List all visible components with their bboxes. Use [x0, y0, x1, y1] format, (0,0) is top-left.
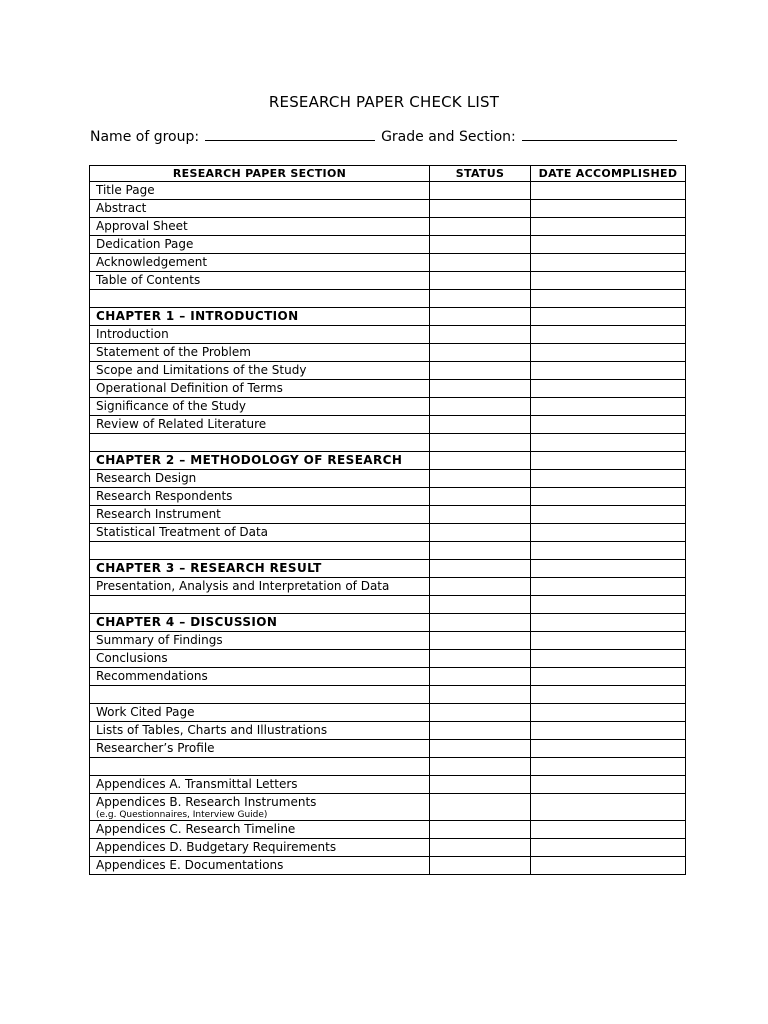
- section-name: [90, 470, 430, 488]
- table-row: [90, 344, 686, 362]
- chapter-row: [90, 452, 686, 470]
- spacer-row: [90, 290, 686, 308]
- spacer-row: [90, 758, 686, 776]
- date-accomplished-cell[interactable]: [531, 524, 686, 542]
- table-row: [90, 740, 686, 758]
- section-name: [90, 434, 430, 452]
- section-label: Appendices A. Transmittal Letters: [96, 777, 298, 791]
- header-status: STATUS: [430, 166, 531, 182]
- section-label: Table of Contents: [96, 273, 201, 287]
- date-accomplished-cell[interactable]: [531, 686, 686, 704]
- status-cell[interactable]: [430, 686, 531, 704]
- section-label: Scope and Limitations of the Study: [96, 363, 307, 377]
- section-label: CHAPTER 4 – DISCUSSION: [96, 615, 278, 629]
- section-label: CHAPTER 1 – INTRODUCTION: [96, 309, 299, 323]
- status-cell[interactable]: [430, 200, 531, 218]
- date-accomplished-cell[interactable]: [531, 380, 686, 398]
- date-accomplished-cell[interactable]: [531, 326, 686, 344]
- section-name: [90, 776, 430, 794]
- section-label: Title Page: [96, 183, 155, 197]
- date-accomplished-cell[interactable]: [531, 794, 686, 821]
- spacer-row: [90, 686, 686, 704]
- status-cell[interactable]: [430, 362, 531, 380]
- chapter-row: [90, 308, 686, 326]
- status-cell[interactable]: [430, 524, 531, 542]
- section-name: [90, 416, 430, 434]
- date-accomplished-cell[interactable]: [531, 416, 686, 434]
- table-row: [90, 254, 686, 272]
- section-name: [90, 758, 430, 776]
- section-label: Introduction: [96, 327, 169, 341]
- status-cell[interactable]: [430, 722, 531, 740]
- section-name: [90, 398, 430, 416]
- status-cell[interactable]: [430, 272, 531, 290]
- date-accomplished-cell[interactable]: [531, 542, 686, 560]
- status-cell[interactable]: [430, 416, 531, 434]
- date-accomplished-cell[interactable]: [531, 398, 686, 416]
- date-accomplished-cell[interactable]: [531, 596, 686, 614]
- section-label: CHAPTER 2 – METHODOLOGY OF RESEARCH: [96, 453, 403, 467]
- status-cell[interactable]: [430, 398, 531, 416]
- status-cell[interactable]: [430, 758, 531, 776]
- section-label: CHAPTER 3 – RESEARCH RESULT: [96, 561, 322, 575]
- section-name: [90, 857, 430, 875]
- section-name: [90, 200, 430, 218]
- status-cell[interactable]: [430, 254, 531, 272]
- chapter-heading: [90, 308, 430, 326]
- status-cell[interactable]: [430, 326, 531, 344]
- table-row: [90, 218, 686, 236]
- section-label: Research Design: [96, 471, 197, 485]
- section-name: [90, 272, 430, 290]
- table-row: [90, 488, 686, 506]
- section-name: [90, 362, 430, 380]
- section-label: Acknowledgement: [96, 255, 208, 269]
- table-row: [90, 200, 686, 218]
- section-name: [90, 632, 430, 650]
- section-label: Research Respondents: [96, 489, 233, 503]
- page-title: RESEARCH PAPER CHECK LIST: [268, 93, 500, 111]
- date-accomplished-cell[interactable]: [531, 254, 686, 272]
- table-row: [90, 524, 686, 542]
- section-label: Lists of Tables, Charts and Illustrations: [96, 723, 328, 737]
- status-cell[interactable]: [430, 470, 531, 488]
- form-fields: [90, 128, 690, 145]
- section-label: Abstract: [96, 201, 147, 215]
- section-name: [90, 821, 430, 839]
- section-label: Approval Sheet: [96, 219, 188, 233]
- section-label: Review of Related Literature: [96, 417, 267, 431]
- status-cell[interactable]: [430, 560, 531, 578]
- section-label: Statement of the Problem: [96, 345, 251, 359]
- status-cell[interactable]: [430, 290, 531, 308]
- status-cell[interactable]: [430, 434, 531, 452]
- group-label: Name of group:: [90, 129, 200, 145]
- table-header-row: [90, 166, 686, 182]
- date-accomplished-cell[interactable]: [531, 452, 686, 470]
- section-label: Dedication Page: [96, 237, 194, 251]
- date-accomplished-cell[interactable]: [531, 704, 686, 722]
- section-name: [90, 794, 430, 821]
- section-label: Significance of the Study: [96, 399, 246, 413]
- status-cell[interactable]: [430, 578, 531, 596]
- table-row: [90, 857, 686, 875]
- section-name: [90, 668, 430, 686]
- section-label: Presentation, Analysis and Interpretation of Data: [96, 579, 390, 593]
- date-accomplished-cell[interactable]: [531, 470, 686, 488]
- date-accomplished-cell[interactable]: [531, 272, 686, 290]
- date-accomplished-cell[interactable]: [531, 506, 686, 524]
- section-name: [90, 344, 430, 362]
- status-cell[interactable]: [430, 542, 531, 560]
- section-name: [90, 578, 430, 596]
- date-accomplished-cell[interactable]: [531, 614, 686, 632]
- date-accomplished-cell[interactable]: [531, 434, 686, 452]
- section-name: [90, 182, 430, 200]
- date-accomplished-cell[interactable]: [531, 200, 686, 218]
- chapter-heading: [90, 614, 430, 632]
- section-name: [90, 686, 430, 704]
- date-accomplished-cell[interactable]: [531, 740, 686, 758]
- table-row: [90, 470, 686, 488]
- section-label: Operational Definition of Terms: [96, 381, 283, 395]
- chapter-row: [90, 560, 686, 578]
- date-accomplished-cell[interactable]: [531, 560, 686, 578]
- chapter-heading: [90, 560, 430, 578]
- section-label: Researcher’s Profile: [96, 741, 215, 755]
- status-cell[interactable]: [430, 380, 531, 398]
- section-name: [90, 722, 430, 740]
- section-name: [90, 596, 430, 614]
- section-name: [90, 254, 430, 272]
- status-cell[interactable]: [430, 704, 531, 722]
- section-label: Appendices C. Research Timeline: [96, 822, 296, 836]
- date-accomplished-cell[interactable]: [531, 758, 686, 776]
- status-cell[interactable]: [430, 776, 531, 794]
- table-row: [90, 326, 686, 344]
- section-label: Summary of Findings: [96, 633, 223, 647]
- chapter-heading: [90, 452, 430, 470]
- section-name: [90, 704, 430, 722]
- status-cell[interactable]: [430, 596, 531, 614]
- section-name: [90, 506, 430, 524]
- table-row: [90, 839, 686, 857]
- date-accomplished-cell[interactable]: [531, 632, 686, 650]
- section-name: [90, 236, 430, 254]
- section-note: (e.g. Questionnaires, Interview Guide): [96, 810, 268, 820]
- table-row: [90, 416, 686, 434]
- section-name: [90, 740, 430, 758]
- chapter-row: [90, 614, 686, 632]
- table-row: [90, 578, 686, 596]
- section-label: Recommendations: [96, 669, 208, 683]
- checklist-body: [90, 182, 686, 875]
- date-accomplished-cell[interactable]: [531, 308, 686, 326]
- date-accomplished-cell[interactable]: [531, 344, 686, 362]
- spacer-row: [90, 596, 686, 614]
- grade-label: Grade and Section:: [381, 129, 516, 145]
- table-row: [90, 821, 686, 839]
- section-label: Research Instrument: [96, 507, 221, 521]
- section-name: [90, 488, 430, 506]
- date-accomplished-cell[interactable]: [531, 650, 686, 668]
- date-accomplished-cell[interactable]: [531, 857, 686, 875]
- section-name: [90, 326, 430, 344]
- date-accomplished-cell[interactable]: [531, 362, 686, 380]
- section-label: Work Cited Page: [96, 705, 195, 719]
- status-cell[interactable]: [430, 632, 531, 650]
- table-row: [90, 182, 686, 200]
- status-cell[interactable]: [430, 794, 531, 821]
- status-cell[interactable]: [430, 650, 531, 668]
- status-cell[interactable]: [430, 839, 531, 857]
- table-row: [90, 722, 686, 740]
- table-row: [90, 236, 686, 254]
- status-cell[interactable]: [430, 236, 531, 254]
- table-row: [90, 272, 686, 290]
- status-cell[interactable]: [430, 308, 531, 326]
- status-cell[interactable]: [430, 821, 531, 839]
- section-name: [90, 542, 430, 560]
- status-cell[interactable]: [430, 614, 531, 632]
- section-label: Appendices D. Budgetary Requirements: [96, 840, 337, 854]
- date-accomplished-cell[interactable]: [531, 668, 686, 686]
- table-row: [90, 794, 686, 821]
- date-accomplished-cell[interactable]: [531, 218, 686, 236]
- table-row: [90, 650, 686, 668]
- status-cell[interactable]: [430, 857, 531, 875]
- table-row: [90, 704, 686, 722]
- grade-section-field[interactable]: [522, 128, 677, 141]
- table-row: [90, 506, 686, 524]
- table-row: [90, 380, 686, 398]
- date-accomplished-cell[interactable]: [531, 578, 686, 596]
- section-label: Appendices B. Research Instruments: [96, 795, 317, 809]
- status-cell[interactable]: [430, 182, 531, 200]
- section-name: [90, 380, 430, 398]
- status-cell[interactable]: [430, 506, 531, 524]
- section-name: [90, 218, 430, 236]
- table-row: [90, 398, 686, 416]
- header-section: RESEARCH PAPER SECTION: [90, 166, 430, 182]
- group-name-field[interactable]: [205, 128, 375, 141]
- table-row: [90, 632, 686, 650]
- date-accomplished-cell[interactable]: [531, 722, 686, 740]
- date-accomplished-cell[interactable]: [531, 236, 686, 254]
- section-name: [90, 524, 430, 542]
- date-accomplished-cell[interactable]: [531, 776, 686, 794]
- section-label: Conclusions: [96, 651, 168, 665]
- status-cell[interactable]: [430, 740, 531, 758]
- status-cell[interactable]: [430, 488, 531, 506]
- date-accomplished-cell[interactable]: [531, 290, 686, 308]
- section-label: Statistical Treatment of Data: [96, 525, 269, 539]
- spacer-row: [90, 542, 686, 560]
- header-date-accomplished: DATE ACCOMPLISHED: [531, 166, 686, 182]
- section-name: [90, 839, 430, 857]
- status-cell[interactable]: [430, 452, 531, 470]
- checklist-table: [89, 165, 686, 875]
- date-accomplished-cell[interactable]: [531, 488, 686, 506]
- date-accomplished-cell[interactable]: [531, 821, 686, 839]
- table-row: [90, 362, 686, 380]
- table-row: [90, 668, 686, 686]
- spacer-row: [90, 434, 686, 452]
- section-name: [90, 650, 430, 668]
- date-accomplished-cell[interactable]: [531, 182, 686, 200]
- section-label: Appendices E. Documentations: [96, 858, 284, 872]
- status-cell[interactable]: [430, 218, 531, 236]
- status-cell[interactable]: [430, 344, 531, 362]
- date-accomplished-cell[interactable]: [531, 839, 686, 857]
- table-row: [90, 776, 686, 794]
- status-cell[interactable]: [430, 668, 531, 686]
- section-name: [90, 290, 430, 308]
